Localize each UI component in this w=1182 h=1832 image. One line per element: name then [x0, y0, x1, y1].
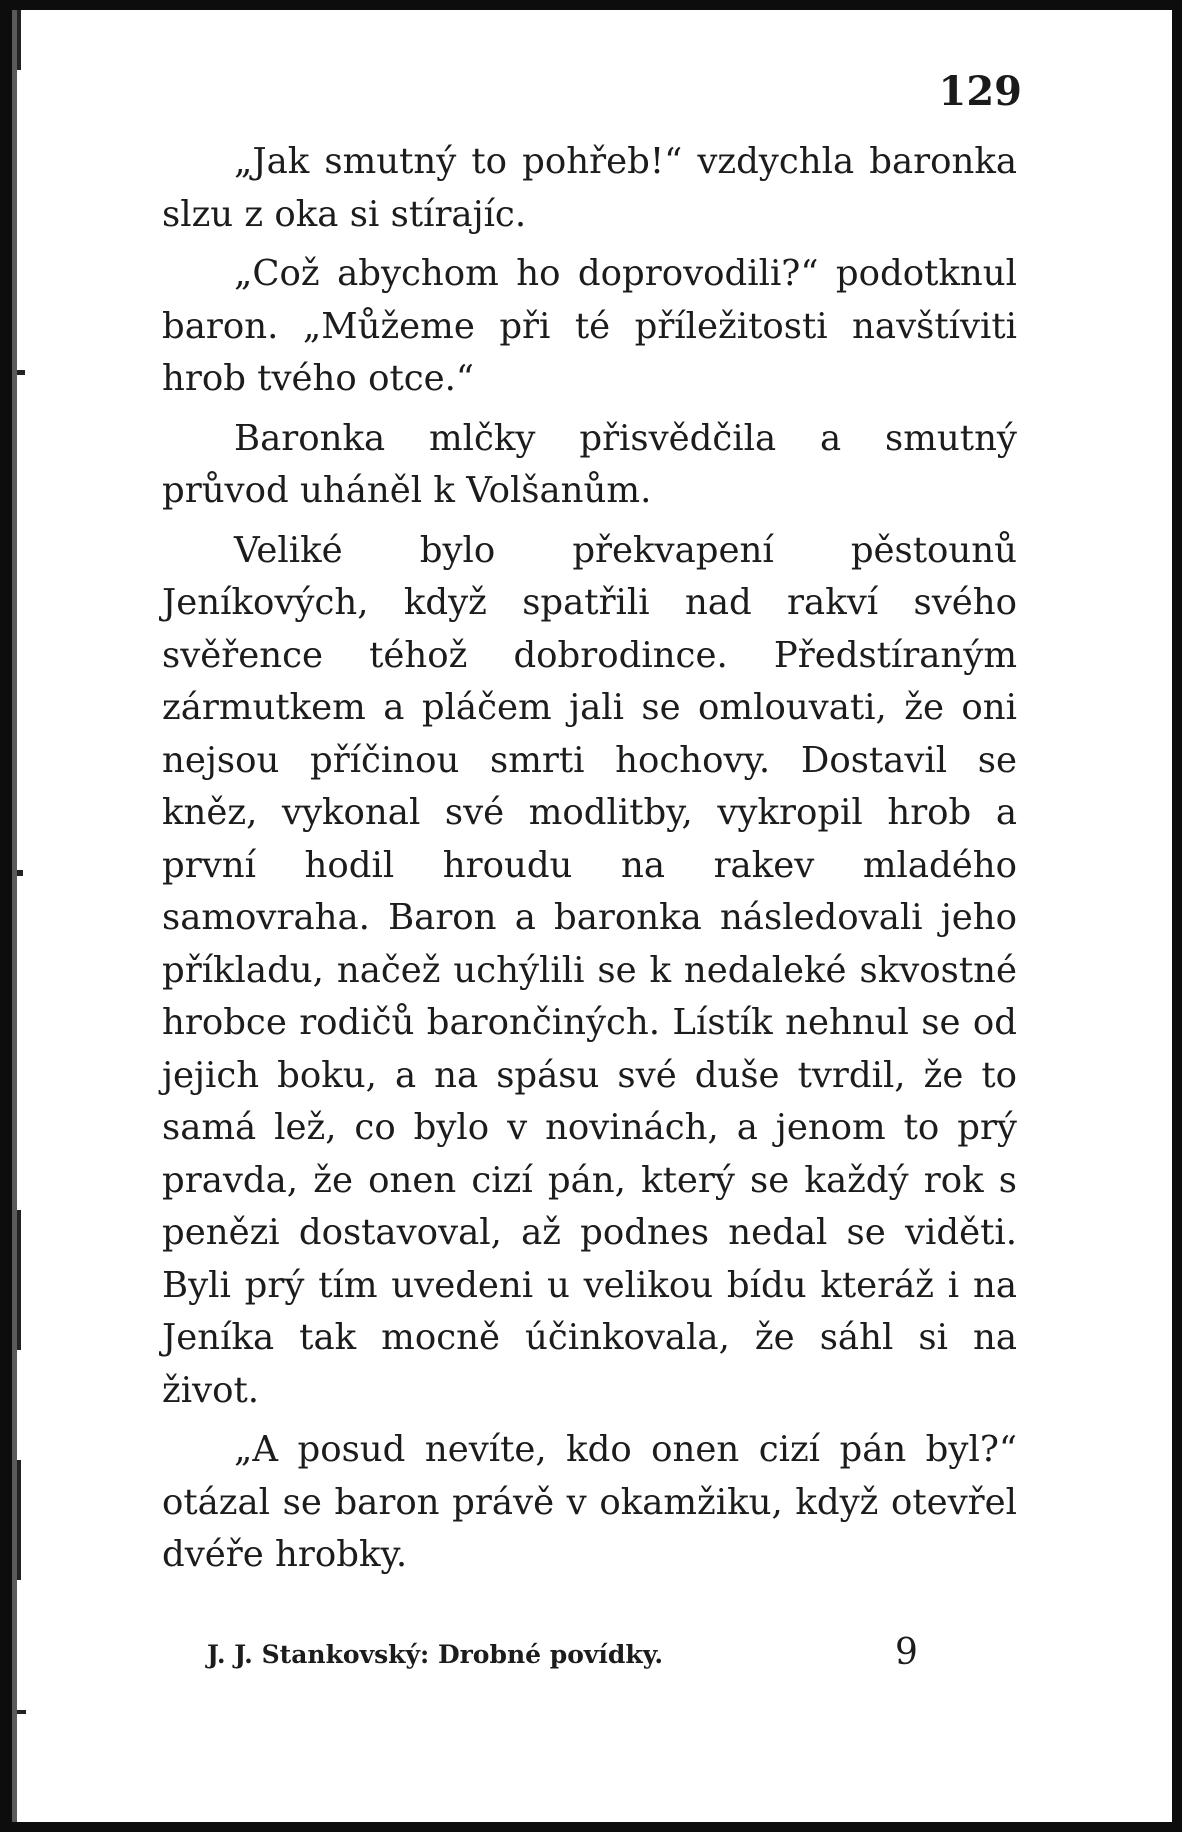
paragraph: „Jak smutný to pohřeb!“ vzdychla baronka slzu z oka si stírajíc.: [162, 141, 1017, 235]
gutter-mark: [17, 370, 25, 375]
signature-mark: 9: [895, 1632, 918, 1673]
gutter-mark: [17, 870, 23, 876]
page-number: 129: [938, 68, 1022, 115]
footer-credit: J. J. Stankovský: Drobné povídky.: [207, 1640, 664, 1669]
body-text: [162, 136, 1017, 1589]
paragraph: Veliké bylo překvapení pěstounů Jeníkových, když spatřili nad rakví svého svěřence téhož dobrodince. Předstíraným zármutkem a pláčem jali se omlouvati, že oni nejsou příčinou smrti hochovy. Dostavil se kněz, vykonal své modlitby, vykropil hrob a první hodil hroudu na rakev mladého samovraha. Baron a baronka následovali jeho příkladu, načež uchýlili se k nedaleké skvostné hrobce rodičů barončiných. Lístík nehnul se od jejich boku, a na spásu své duše tvrdil, že to samá lež, co bylo v novinách, a jenom to prý pravda, že onen cizí pán, který se každý rok s penězi dostavoval, až podnes nedal se viděti. Byli prý tím uvedeni u velikou bídu kteráž i na Jeníka tak mocně účinkovala, že sáhl si na život.: [162, 529, 1017, 1411]
paragraph: „Což abychom ho doprovodili?“ podotknul baron. „Můžeme při té příležitosti navštíviti hrob tvého otce.“: [162, 253, 1017, 399]
gutter-mark: [17, 1210, 21, 1350]
gutter-mark: [17, 1710, 26, 1714]
paragraph: „A posud nevíte, kdo onen cizí pán byl?“ otázal se baron právě v okamžiku, když otevřel dvéře hrobky.: [162, 1429, 1017, 1575]
paragraph: Baronka mlčky přisvědčila a smutný průvod uháněl k Volšanům.: [162, 417, 1017, 511]
gutter-mark: [17, 1460, 21, 1580]
gutter-mark: [17, 10, 21, 70]
book-page: [12, 10, 1172, 1822]
